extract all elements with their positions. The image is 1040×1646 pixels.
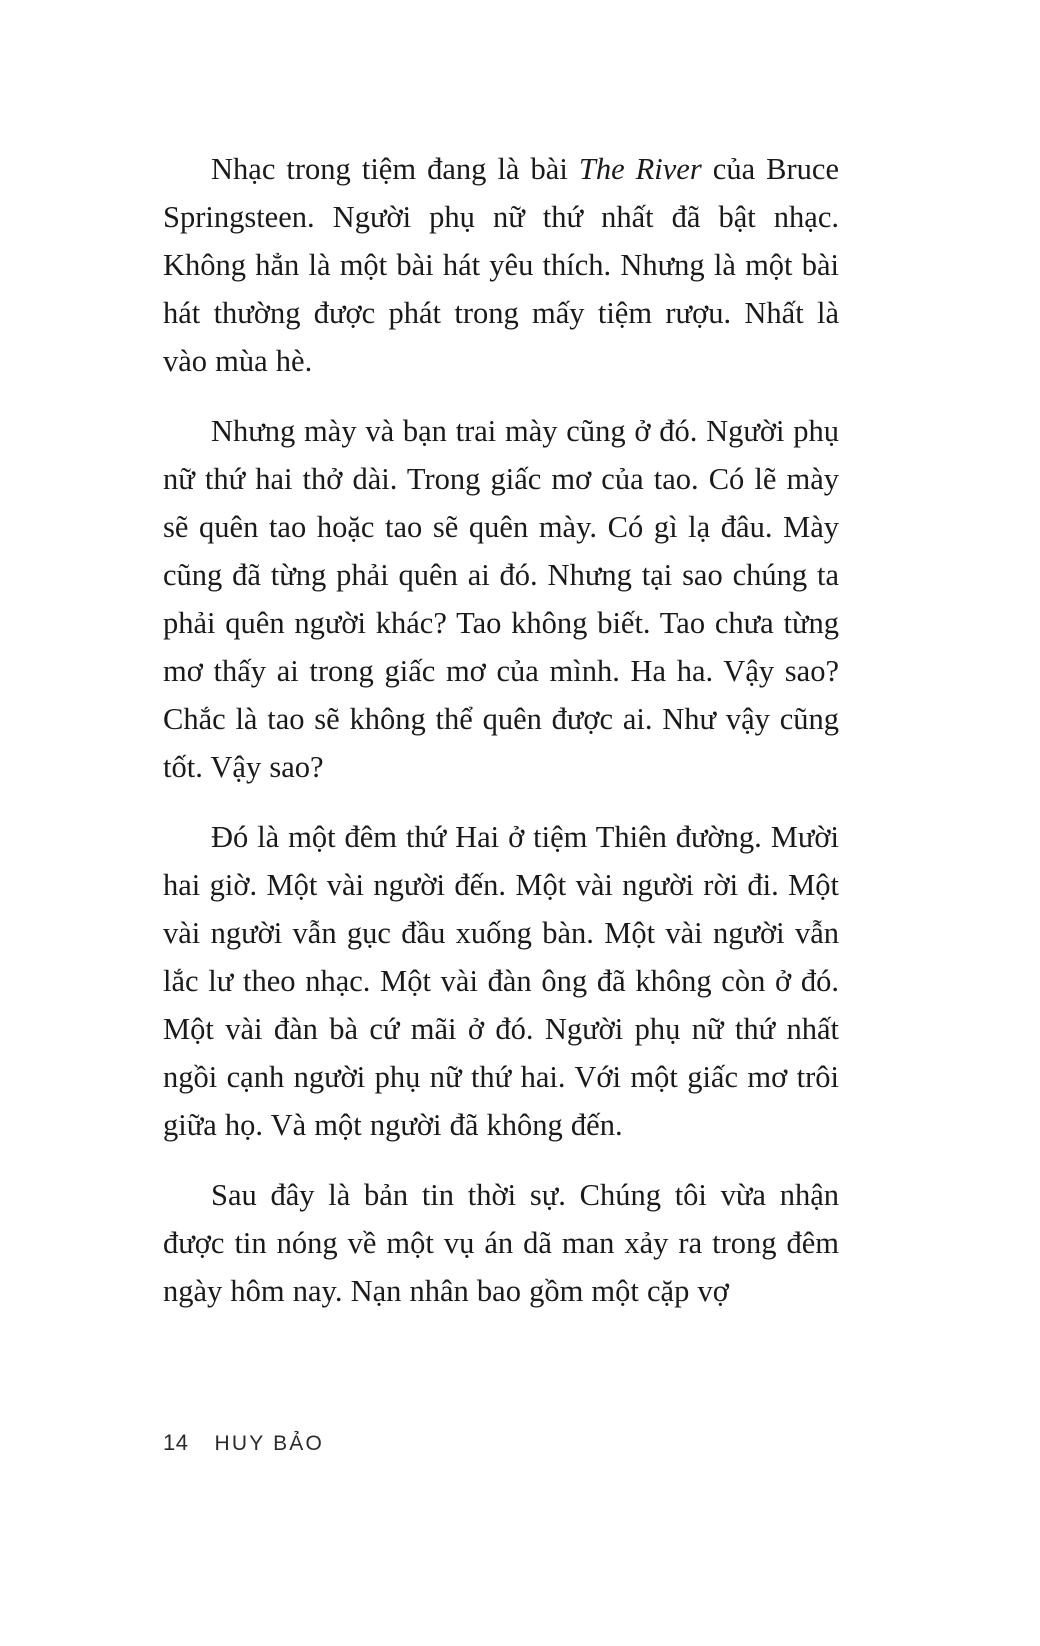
text-run: Nhưng mày và bạn trai mày cũng ở đó. Người phụ nữ thứ hai thở dài. Trong giấc mơ của tao. Có lẽ mày sẽ quên tao hoặc tao sẽ quên mày. Có gì lạ đâu. Mày cũng đã từng phải quên ai đó. Nhưng tại sao chúng ta phải quên người khác? Tao không biết. Tao chưa từng mơ thấy ai trong giấc mơ của mình. Ha ha. Vậy sao? Chắc là tao sẽ không thể quên được ai. Như vậy cũng tốt. Vậy sao? <box>163 414 839 784</box>
running-head-author: HUY BẢO <box>214 1432 325 1455</box>
body-text-column <box>163 145 839 1315</box>
paragraph <box>163 813 839 1149</box>
paragraph <box>163 145 839 385</box>
text-run: Sau đây là bản tin thời sự. Chúng tôi vừa nhận được tin nóng về một vụ án dã man xảy ra trong đêm ngày hôm nay. Nạn nhân bao gồm một cặp vợ <box>163 1178 839 1308</box>
text-run: Nhạc trong tiệm đang là bài <box>211 152 579 186</box>
text-run: Đó là một đêm thứ Hai ở tiệm Thiên đường. Mười hai giờ. Một vài người đến. Một vài người rời đi. Một vài người vẫn gục đầu xuống bàn. Một vài người vẫn lắc lư theo nhạc. Một vài đàn ông đã không còn ở đó. Một vài đàn bà cứ mãi ở đó. Người phụ nữ thứ nhất ngồi cạnh người phụ nữ thứ hai. Với một giấc mơ trôi giữa họ. Và một người đã không đến. <box>163 820 839 1142</box>
page-footer <box>163 1430 324 1456</box>
text-run: của Bruce Springsteen. Người phụ nữ thứ nhất đã bật nhạc. Không hẳn là một bài hát yêu thích. Nhưng là một bài hát thường được phát trong mấy tiệm rượu. Nhất là vào mùa hè. <box>163 152 839 378</box>
page-number: 14 <box>163 1430 189 1455</box>
paragraph <box>163 407 839 791</box>
paragraph <box>163 1171 839 1315</box>
italic-title-run: The River <box>578 152 702 186</box>
